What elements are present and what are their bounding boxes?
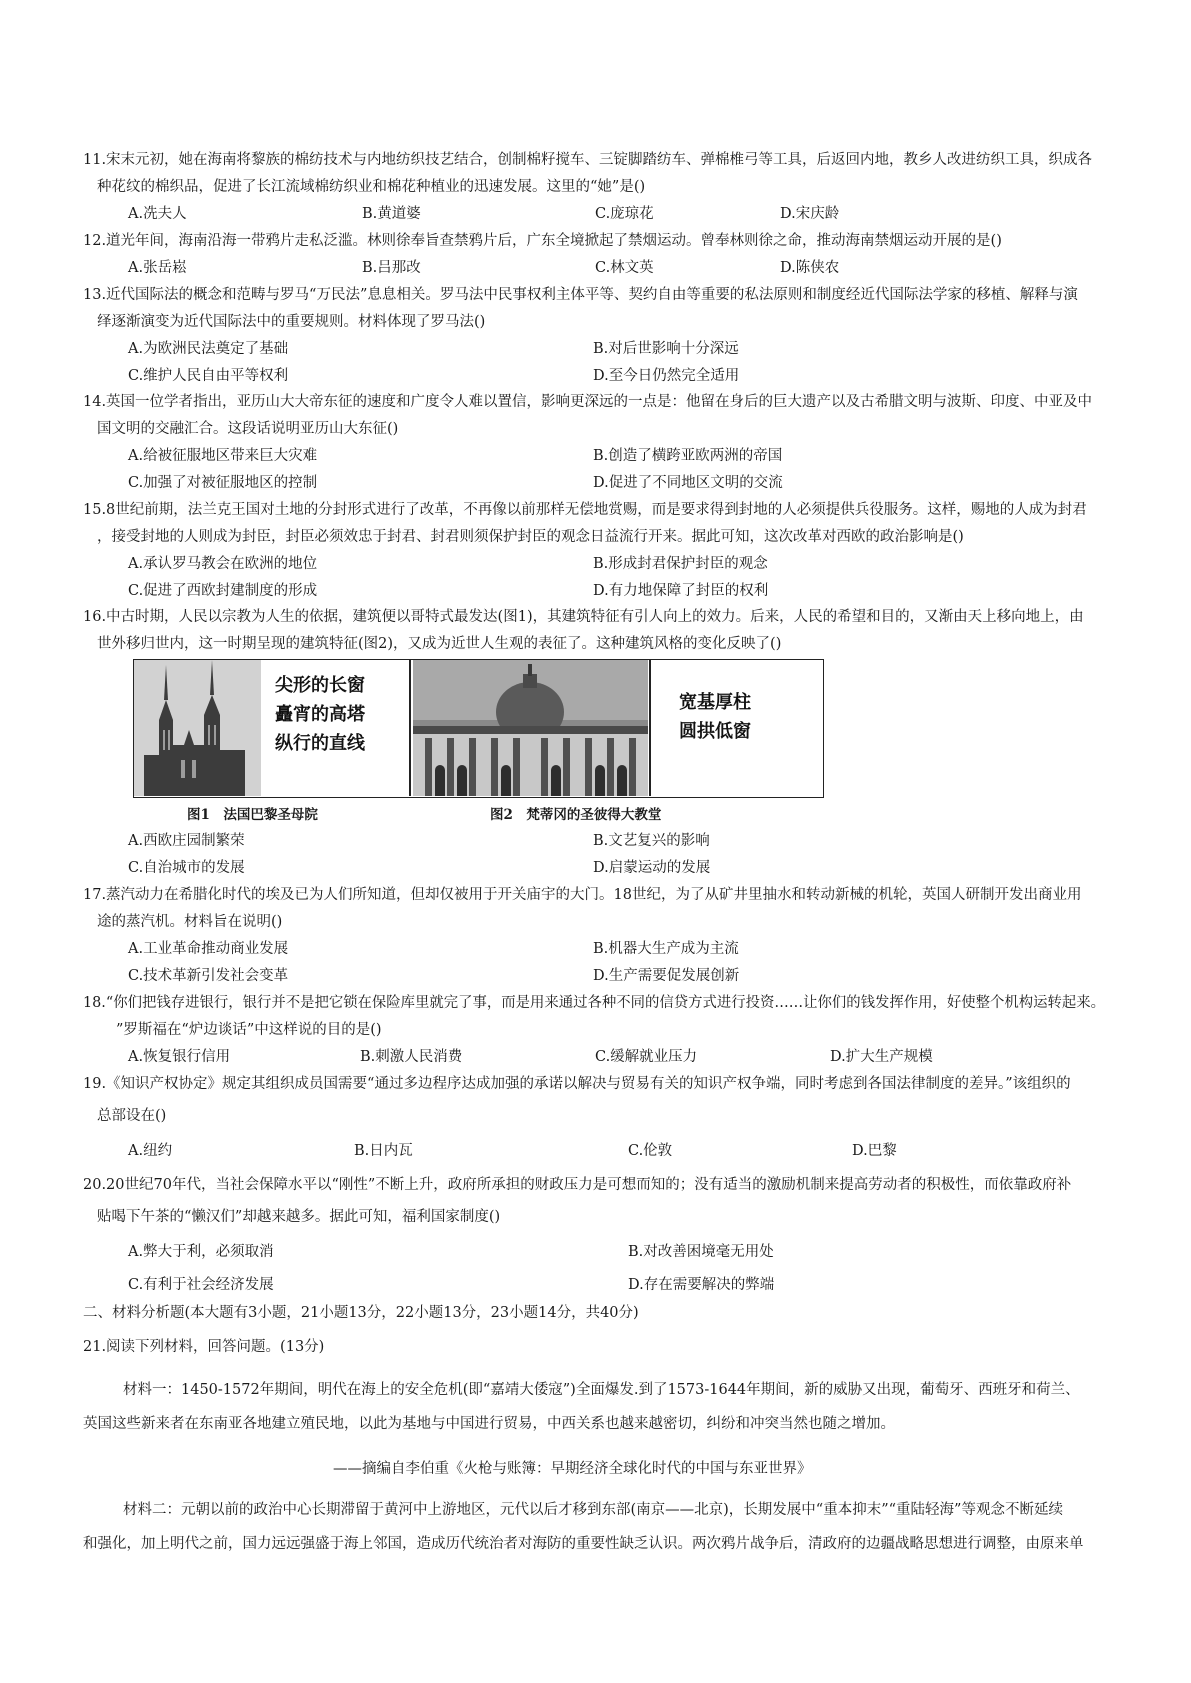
text-line: 材料二：元朝以前的政治中心长期滞留于黄河中上游地区，元代以后才移到东部(南京——北京)，长期发展中“重本抑末”“重陆轻海”等观念不断延续 — [123, 1502, 1063, 1518]
answer-option: D.宋庆龄 — [780, 206, 840, 222]
text-line: 和强化，加上明代之前，国力远远强盛于海上邻国，造成历代统治者对海防的重要性缺乏认识。两次鸦片战争后，清政府的边疆战略思想进行调整，由原来单 — [83, 1536, 1084, 1552]
answer-option: D.陈侠农 — [780, 260, 840, 276]
answer-option: D.有力地保障了封臣的权利 — [593, 583, 769, 599]
text-line: 世外移归世内，这一时期呈现的建筑特征(图2)，又成为近世人生观的表征了。这种建筑风格的变化反映了() — [97, 636, 782, 652]
answer-option: B.刺激人民消费 — [360, 1049, 463, 1065]
answer-option: C.有利于社会经济发展 — [128, 1277, 274, 1293]
answer-option: A.承认罗马教会在欧洲的地位 — [128, 556, 318, 572]
fig1-caption: 图1 法国巴黎圣母院 — [187, 807, 318, 823]
answer-option: D.促进了不同地区文明的交流 — [593, 475, 783, 491]
answer-option: A.弊大于利，必须取消 — [128, 1244, 274, 1260]
fig2-features — [679, 688, 751, 746]
text-line: 11.宋末元初，她在海南将黎族的棉纺技术与内地纺织技艺结合，创制棉籽搅车、三锭脚踏纺车、弹棉椎弓等工具，后返回内地，教乡人改进纺织工具，织成各 — [83, 152, 1093, 168]
answer-option: B.吕那改 — [362, 260, 421, 276]
answer-option: B.创造了横跨亚欧两洲的帝国 — [593, 448, 783, 464]
answer-option: B.形成封君保护封臣的观念 — [593, 556, 768, 572]
answer-option: C.伦敦 — [628, 1143, 673, 1159]
text-line: 途的蒸汽机。材料旨在说明() — [97, 914, 283, 930]
answer-option: C.缓解就业压力 — [595, 1049, 698, 1065]
answer-option: D.扩大生产规模 — [830, 1049, 933, 1065]
answer-option: A.西欧庄园制繁荣 — [128, 833, 245, 849]
text-line: 种花纹的棉织品，促进了长江流域棉纺织业和棉花种植业的迅速发展。这里的“她”是() — [97, 179, 646, 195]
text-line: 英国这些新来者在东南亚各地建立殖民地，以此为基地与中国进行贸易，中西关系也越来越密切，纠纷和冲突当然也随之增加。 — [83, 1416, 895, 1432]
fig2-caption: 图2 梵蒂冈的圣彼得大教堂 — [490, 807, 662, 823]
answer-option: D.巴黎 — [852, 1143, 897, 1159]
text-line: 总部设在() — [97, 1108, 167, 1124]
answer-option: A.张岳崧 — [128, 260, 187, 276]
answer-option: B.黄道婆 — [362, 206, 421, 222]
text-line: 20.20世纪70年代，当社会保障水平以“刚性”不断上升，政府所承担的财政压力是可想而知的；没有适当的激励机制来提高劳动者的积极性，而依靠政府补 — [83, 1177, 1072, 1193]
text-line: 贴喝下午茶的“懒汉们”却越来越多。据此可知，福利国家制度() — [97, 1209, 501, 1225]
answer-option: A.工业革命推动商业发展 — [128, 941, 289, 957]
fig1-feature-2: 矗宵的高塔 — [275, 704, 365, 725]
answer-option: B.对改善困境毫无用处 — [628, 1244, 774, 1260]
answer-option: C.技术革新引发社会变革 — [128, 968, 289, 984]
notre-dame-photo — [134, 660, 261, 796]
text-line: 14.英国一位学者指出，亚历山大大帝东征的速度和广度令人难以置信，影响更深远的一点是：他留在身后的巨大遗产以及古希腊文明与波斯、印度、中亚及中 — [83, 394, 1093, 410]
answer-option: D.启蒙运动的发展 — [593, 860, 711, 876]
answer-option: D.至今日仍然完全适用 — [593, 368, 740, 384]
text-line: 13.近代国际法的概念和范畴与罗马“万民法”息息相关。罗马法中民事权利主体平等、契约自由等重要的私法原则和制度经近代国际法学家的移植、解释与演 — [83, 287, 1078, 303]
figure-divider-2 — [649, 660, 651, 796]
answer-option: C.自治城市的发展 — [128, 860, 245, 876]
fig2-feature-2: 圆拱低窗 — [679, 721, 751, 742]
fig1-features — [275, 671, 365, 758]
text-line: 18.“你们把钱存进银行，银行并不是把它锁在保险库里就完了事，而是用来通过各种不同的信贷方式进行投资……让你们的钱发挥作用，好使整个机构运转起来。 — [83, 995, 1105, 1011]
text-line: 19.《知识产权协定》规定其组织成员国需要“通过多边程序达成加强的承诺以解决与贸易有关的知识产权争端，同时考虑到各国法律制度的差异。”该组织的 — [83, 1076, 1071, 1092]
answer-option: B.日内瓦 — [354, 1143, 413, 1159]
architecture-figure — [133, 659, 824, 798]
answer-option: B.文艺复兴的影响 — [593, 833, 710, 849]
figure-divider — [409, 660, 411, 796]
text-line: 15.8世纪前期，法兰克王国对土地的分封形式进行了改革，不再像以前那样无偿地赏赐，而是要求得到封地的人必须提供兵役服务。这样，赐地的人成为封君 — [83, 502, 1087, 518]
answer-option: A.恢复银行信用 — [128, 1049, 231, 1065]
answer-option: A.纽约 — [128, 1143, 173, 1159]
fig2-feature-1: 宽基厚柱 — [679, 692, 751, 713]
fig1-feature-1: 尖形的长窗 — [275, 675, 365, 696]
st-peters-photo — [413, 660, 648, 796]
answer-option: A.冼夫人 — [128, 206, 187, 222]
fig1-feature-3: 纵行的直线 — [275, 733, 365, 754]
answer-option: C.促进了西欧封建制度的形成 — [128, 583, 318, 599]
answer-option: A.为欧洲民法奠定了基础 — [128, 341, 289, 357]
text-line: ”罗斯福在“炉边谈话”中这样说的目的是() — [116, 1022, 382, 1038]
text-line: 21.阅读下列材料，回答问题。(13分) — [83, 1339, 325, 1355]
answer-option: C.加强了对被征服地区的控制 — [128, 475, 318, 491]
answer-option: B.机器大生产成为主流 — [593, 941, 739, 957]
answer-option: B.对后世影响十分深远 — [593, 341, 739, 357]
answer-option: C.维护人民自由平等权利 — [128, 368, 289, 384]
answer-option: D.生产需要促发展创新 — [593, 968, 740, 984]
source-citation: ——摘编自李伯重《火枪与账簿：早期经济全球化时代的中国与东亚世界》 — [333, 1461, 812, 1477]
text-line: 16.中古时期，人民以宗教为人生的依据，建筑便以哥特式最发达(图1)，其建筑特征有引人向上的效力。后来，人民的希望和目的，又渐由天上移向地上，由 — [83, 609, 1084, 625]
text-line: 国文明的交融汇合。这段话说明亚历山大东征() — [97, 421, 399, 437]
text-line: 12.道光年间，海南沿海一带鸦片走私泛滥。林则徐奉旨查禁鸦片后，广东全境掀起了禁烟运动。曾奉林则徐之命，推动海南禁烟运动开展的是() — [83, 233, 1002, 249]
text-line: ，接受封地的人则成为封臣，封臣必须效忠于封君、封君则须保护封臣的观念日益流行开来。据此可知，这次改革对西欧的政治影响是() — [97, 529, 964, 545]
text-line: 二、材料分析题(本大题有3小题，21小题13分，22小题13分，23小题14分，共40分) — [83, 1305, 639, 1321]
text-line: 绎逐渐演变为近代国际法中的重要规则。材料体现了罗马法() — [97, 314, 486, 330]
text-line: 材料一：1450-1572年期间，明代在海上的安全危机(即“嘉靖大倭寇”)全面爆发.到了1573-1644年期间，新的威胁又出现，葡萄牙、西班牙和荷兰、 — [123, 1382, 1080, 1398]
answer-option: D.存在需要解决的弊端 — [628, 1277, 775, 1293]
text-line: 17.蒸汽动力在希腊化时代的埃及已为人们所知道，但却仅被用于开关庙宇的大门。18世纪，为了从矿井里抽水和转动新械的机轮，英国人研制开发出商业用 — [83, 887, 1082, 903]
answer-option: C.庞琼花 — [595, 206, 654, 222]
answer-option: C.林文英 — [595, 260, 654, 276]
answer-option: A.给被征服地区带来巨大灾难 — [128, 448, 318, 464]
